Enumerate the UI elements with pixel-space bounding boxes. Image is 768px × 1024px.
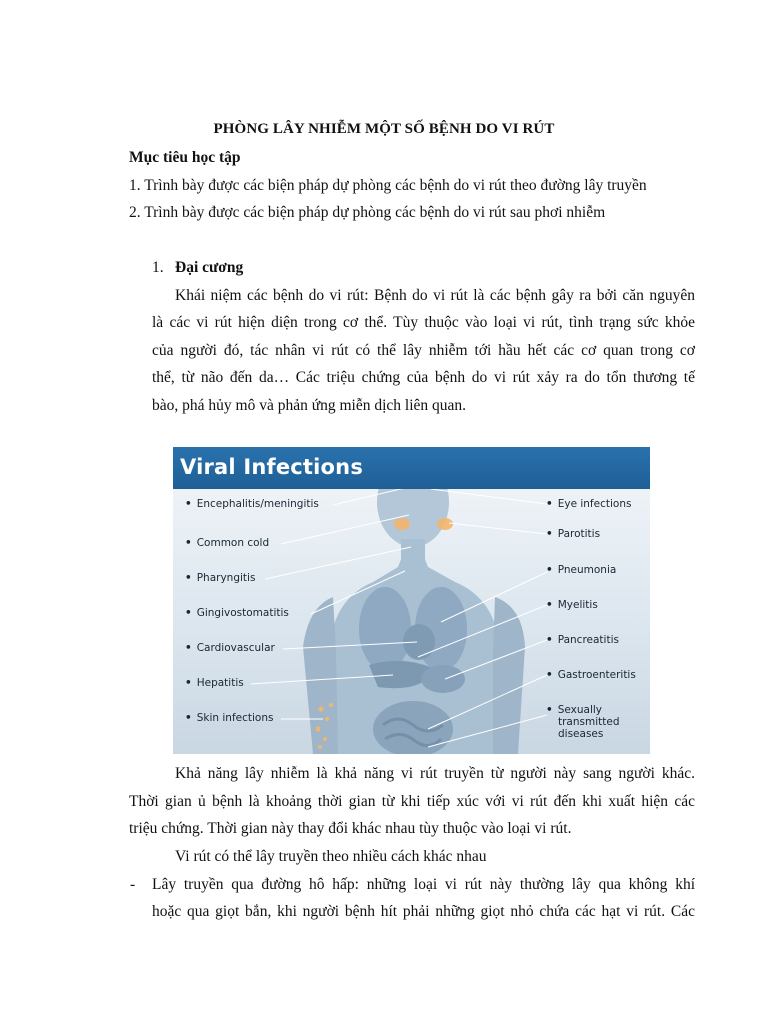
figure-title: Viral Infections — [180, 455, 364, 479]
figure-label-right: • Pancreatitis — [546, 634, 619, 646]
paragraph-line: Thời gian ủ bệnh là khoảng thời gian từ khi tiếp xúc với vi rút đến khi xuất hiện các — [129, 793, 695, 810]
section-number: 1. — [152, 259, 164, 276]
document-title: PHÒNG LÂY NHIỄM MỘT SỐ BỆNH DO VI RÚT — [213, 121, 555, 137]
section-heading: Đại cương — [175, 259, 244, 276]
parotid-highlight-left — [394, 518, 410, 530]
left-lung — [359, 587, 411, 671]
figure-label-left: • Encephalitis/meningitis — [185, 498, 319, 510]
paragraph-line: Vi rút có thể lây truyền theo nhiều cách khác nhau — [175, 848, 487, 865]
left-arm — [303, 597, 338, 754]
stomach — [421, 665, 465, 693]
figure-header — [173, 447, 650, 489]
figure-label-left: • Hepatitis — [185, 677, 244, 689]
figure-label-left: • Pharyngitis — [185, 572, 256, 584]
figure-label-left: • Common cold — [185, 537, 270, 549]
paragraph-line: Khả năng lây nhiễm là khả năng vi rút truyền từ người này sang người khác. — [175, 765, 695, 782]
paragraph-line: Khái niệm các bệnh do vi rút: Bệnh do vi rút là các bệnh gây ra bởi căn nguyên — [175, 287, 695, 304]
figure-label-right: • Gastroenteritis — [546, 669, 636, 681]
objective-item: 2. Trình bày được các biện pháp dự phòng các bệnh do vi rút sau phơi nhiễm — [129, 204, 606, 221]
figure-label-right: • Eye infections — [546, 498, 632, 510]
paragraph-line: bào, phá hủy mô và phản ứng miễn dịch liên quan. — [152, 397, 467, 414]
paragraph-line: thể, từ não đến da… Các triệu chứng của bệnh do vi rút xảy ra do tổn thương tế — [152, 369, 695, 386]
paragraph-line: là các vi rút hiện diện trong cơ thể. Tùy thuộc vào loại vi rút, tình trạng sức khỏe — [152, 314, 695, 331]
paragraph-line: triệu chứng. Thời gian này thay đổi khác nhau tùy thuộc vào loại vi rút. — [129, 820, 572, 837]
paragraph-line: hoặc qua giọt bắn, khi người bệnh hít phải những giọt nhỏ chứa các hạt vi rút. Các — [152, 903, 695, 920]
figure-label-left: • Skin infections — [185, 712, 274, 724]
paragraph-line: Lây truyền qua đường hô hấp: những loại vi rút này thường lây qua không khí — [152, 876, 695, 893]
figure-label-left: • Gingivostomatitis — [185, 607, 289, 619]
viral-infections-figure — [173, 447, 650, 754]
paragraph-line: của người đó, tác nhân vi rút có thể lây nhiễm tới hầu hết các cơ quan trong cơ — [152, 342, 695, 359]
bullet-marker: - — [130, 876, 136, 893]
figure-label-right: • Parotitis — [546, 528, 601, 540]
parotid-highlight-right — [437, 518, 453, 530]
objectives-heading: Mục tiêu học tập — [129, 149, 241, 166]
figure-label-left: • Cardiovascular — [185, 642, 275, 654]
figure-label-right: • Myelitis — [546, 599, 598, 611]
figure-label-right: • Pneumonia — [546, 564, 617, 576]
objective-item: 1. Trình bày được các biện pháp dự phòng các bệnh do vi rút theo đường lây truyền — [129, 177, 647, 194]
figure-label-right: • Sexually transmitted diseases — [546, 704, 620, 740]
